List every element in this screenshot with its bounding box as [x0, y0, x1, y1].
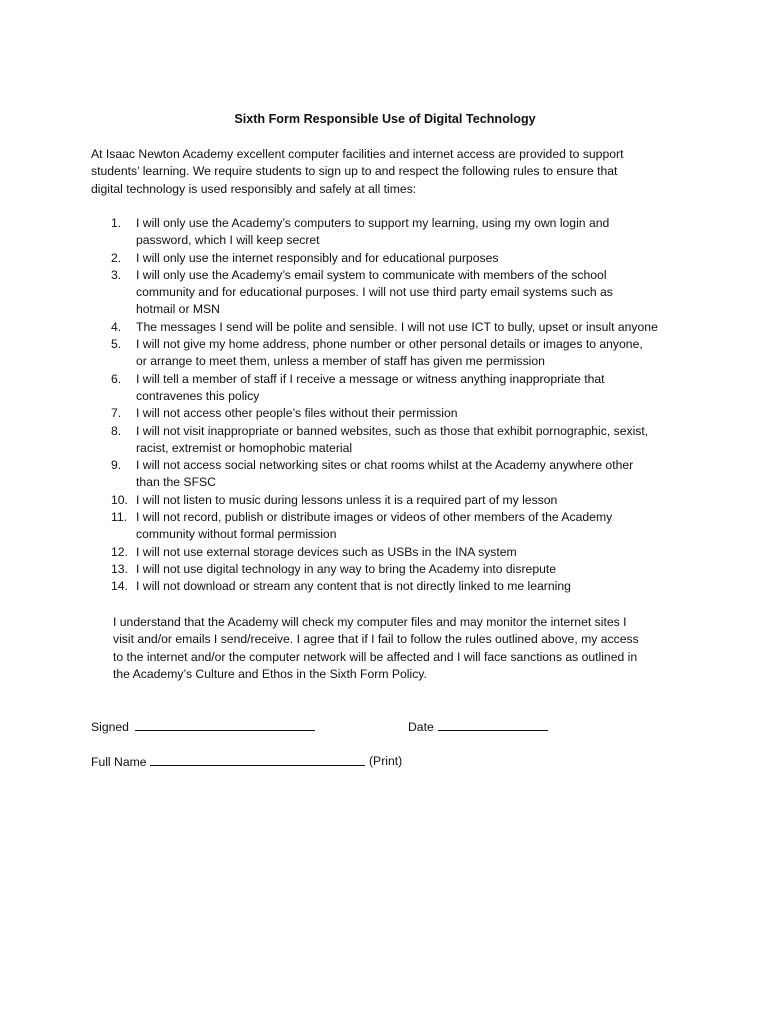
rule-number: 10.: [111, 492, 128, 507]
agreement-line: visit and/or emails I send/receive. I agree that if I fail to follow the rules outlined above, my access: [113, 632, 639, 647]
date-field: [408, 718, 548, 736]
rule-number: 5.: [111, 337, 122, 352]
signature-field: [91, 718, 315, 736]
rule-text-line: The messages I send will be polite and sensible. I will not use ICT to bully, upset or insult anyone: [136, 319, 658, 334]
rule-text-line: I will only use the Academy’s computers to support my learning, using my own login and: [136, 216, 610, 230]
rule-item: [91, 405, 691, 422]
rule-number: 7.: [111, 406, 122, 421]
rule-text-line: I will only use the internet responsibly and for educational purposes: [136, 250, 499, 265]
rule-text-line: contravenes this policy: [136, 388, 260, 403]
rule-text-line: I will not record, publish or distribute images or videos of other members of the Academy: [136, 510, 613, 525]
rule-text-line: community and for educational purposes. I will not use third party email systems such as: [136, 285, 613, 300]
signature-blank[interactable]: [135, 718, 315, 731]
signed-label: Signed: [91, 720, 129, 734]
rule-number: 1.: [111, 216, 122, 230]
full-name-label: Full Name: [91, 755, 147, 769]
rule-text-line: community without formal permission: [136, 527, 337, 542]
agreement-paragraph: [113, 614, 693, 683]
rule-item: [91, 267, 691, 319]
rule-number: 4.: [111, 319, 122, 334]
rule-text-line: I will not give my home address, phone number or other personal details or images to anyone,: [136, 337, 643, 352]
rule-number: 11.: [111, 510, 128, 525]
rule-text-line: I will not visit inappropriate or banned websites, such as those that exhibit pornographic, sexist,: [136, 423, 649, 438]
rule-text-line: I will tell a member of staff if I receive a message or witness anything inappropriate that: [136, 371, 605, 386]
rule-text-line: I will not use digital technology in any way to bring the Academy into disrepute: [136, 561, 557, 576]
rule-item: [91, 423, 691, 458]
print-note: (Print): [369, 754, 403, 768]
rule-item: [91, 509, 691, 544]
rule-text-line: hotmail or MSN: [136, 302, 220, 317]
intro-paragraph: [91, 146, 671, 198]
rule-item: [91, 544, 691, 561]
date-label: Date: [408, 720, 434, 734]
rule-number: 3.: [111, 267, 122, 282]
rule-text-line: I will not access social networking sites or chat rooms whilst at the Academy anywhere other: [136, 458, 634, 473]
rule-number: 6.: [111, 371, 122, 386]
rule-number: 8.: [111, 423, 122, 438]
rule-item: [91, 215, 691, 250]
rule-number: 9.: [111, 458, 122, 473]
rule-item: [91, 250, 691, 267]
document-title: Sixth Form Responsible Use of Digital Technology: [234, 112, 536, 126]
intro-line: At Isaac Newton Academy excellent computer facilities and internet access are provided to support: [91, 147, 624, 161]
rule-item: [91, 457, 691, 492]
full-name-blank[interactable]: [150, 753, 365, 766]
rule-number: 14.: [111, 579, 128, 594]
rule-item: [91, 319, 691, 336]
agreement-line: the Academy’s Culture and Ethos in the Sixth Form Policy.: [113, 666, 427, 681]
rule-text-line: than the SFSC: [136, 475, 216, 490]
rule-item: [91, 492, 691, 509]
rule-text-line: I will not access other people’s files without their permission: [136, 406, 458, 421]
rule-text-line: I will not download or stream any content that is not directly linked to me learning: [136, 579, 571, 594]
rule-item: [91, 578, 691, 595]
rule-number: 2.: [111, 250, 122, 265]
rule-text-line: racist, extremist or homophobic material: [136, 440, 353, 455]
intro-line: digital technology is used responsibly and safely at all times:: [91, 181, 417, 196]
rules-list: [91, 215, 691, 596]
agreement-line: to the internet and/or the computer network will be affected and I will face sanctions as outlined in: [113, 649, 638, 664]
rule-text-line: password, which I will keep secret: [136, 233, 320, 248]
agreement-line: I understand that the Academy will check my computer files and may monitor the internet sites I: [113, 615, 627, 629]
rule-text-line: I will only use the Academy’s email system to communicate with members of the school: [136, 267, 607, 282]
rule-text-line: or arrange to meet them, unless a member of staff has given me permission: [136, 354, 545, 369]
rule-number: 13.: [111, 561, 128, 576]
rule-item: [91, 371, 691, 406]
rule-item: [91, 561, 691, 578]
intro-line: students’ learning. We require students to sign up to and respect the following rules to ensure that: [91, 164, 618, 179]
full-name-field: [91, 753, 365, 771]
rule-number: 12.: [111, 544, 128, 559]
rule-text-line: I will not use external storage devices such as USBs in the INA system: [136, 544, 517, 559]
rule-text-line: I will not listen to music during lessons unless it is a required part of my lesson: [136, 492, 558, 507]
rule-item: [91, 336, 691, 371]
date-blank[interactable]: [438, 718, 548, 731]
